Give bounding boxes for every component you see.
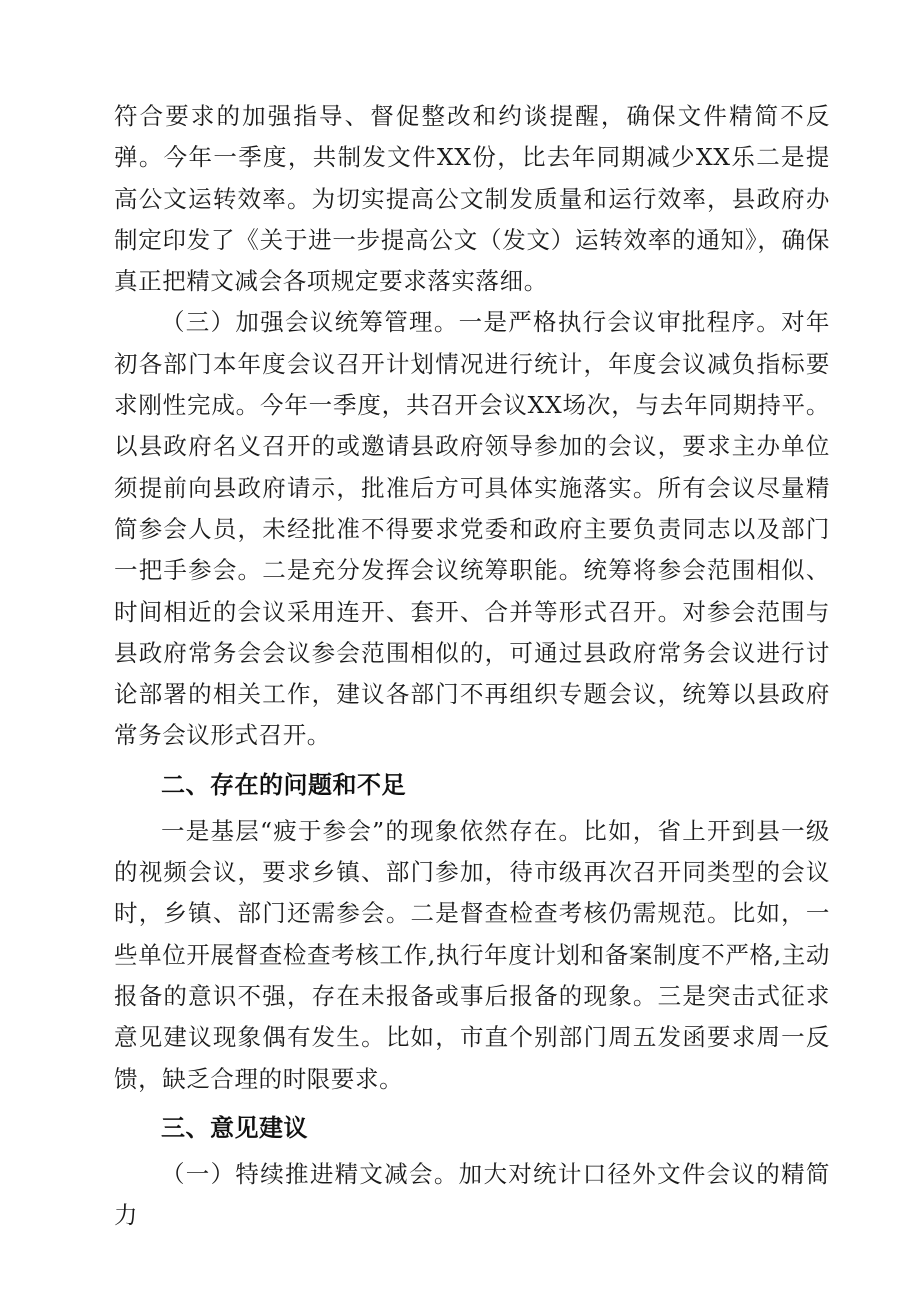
body-paragraph: 一是基层“疲于参会”的现象依然存在。比如，省上开到县一级的视频会议，要求乡镇、部门参加，待市级再次召开同类型的会议时，乡镇、部门还需参会。二是督查检查考核仍需规范。比如，一些单位开展督查检查考核工作,执行年度计划和备案制度不严格,主动报备的意识不强，存在未报备或事后报备的现象。三是突击式征求意见建议现象偶有发生。比如，市直个别部门周五发函要求周一反馈，缺乏合理的时限要求。 <box>114 816 830 1093</box>
body-paragraph: 符合要求的加强指导、督促整改和约谈提醒，确保文件精简不反弹。今年一季度，共制发文件XX份，比去年同期减少XX乐二是提高公文运转效率。为切实提高公文制发质量和运行效率，县政府办制定印发了《关于进一步提高公文（发文）运转效率的通知》，确保真正把精文减会各项规定要求落实落细。 <box>114 102 830 296</box>
section-heading: 二、存在的问题和不足 <box>161 770 406 799</box>
document-page <box>114 96 830 1236</box>
section-heading: 三、意见建议 <box>161 1113 308 1142</box>
body-paragraph: （一）特续推进精文减会。加大对统计口径外文件会议的精简力 <box>114 1159 830 1230</box>
body-paragraph: （三）加强会议统筹管理。一是严格执行会议审批程序。对年初各部门本年度会议召开计划情况进行统计，年度会议减负指标要求刚性完成。今年一季度，共召开会议XX场次，与去年同期持平。以县政府名义召开的或邀请县政府领导参加的会议，要求主办单位须提前向县政府请示，批准后方可具体实施落实。所有会议尽量精简参会人员，未经批准不得要求党委和政府主要负责同志以及部门一把手参会。二是充分发挥会议统筹职能。统筹将参会范围相似、时间相近的会议采用连开、套开、合并等形式召开。对参会范围与县政府常务会会议参会范围相似的，可通过县政府常务会议进行讨论部署的相关工作，建议各部门不再组织专题会议，统筹以县政府常务会议形式召开。 <box>114 308 830 750</box>
